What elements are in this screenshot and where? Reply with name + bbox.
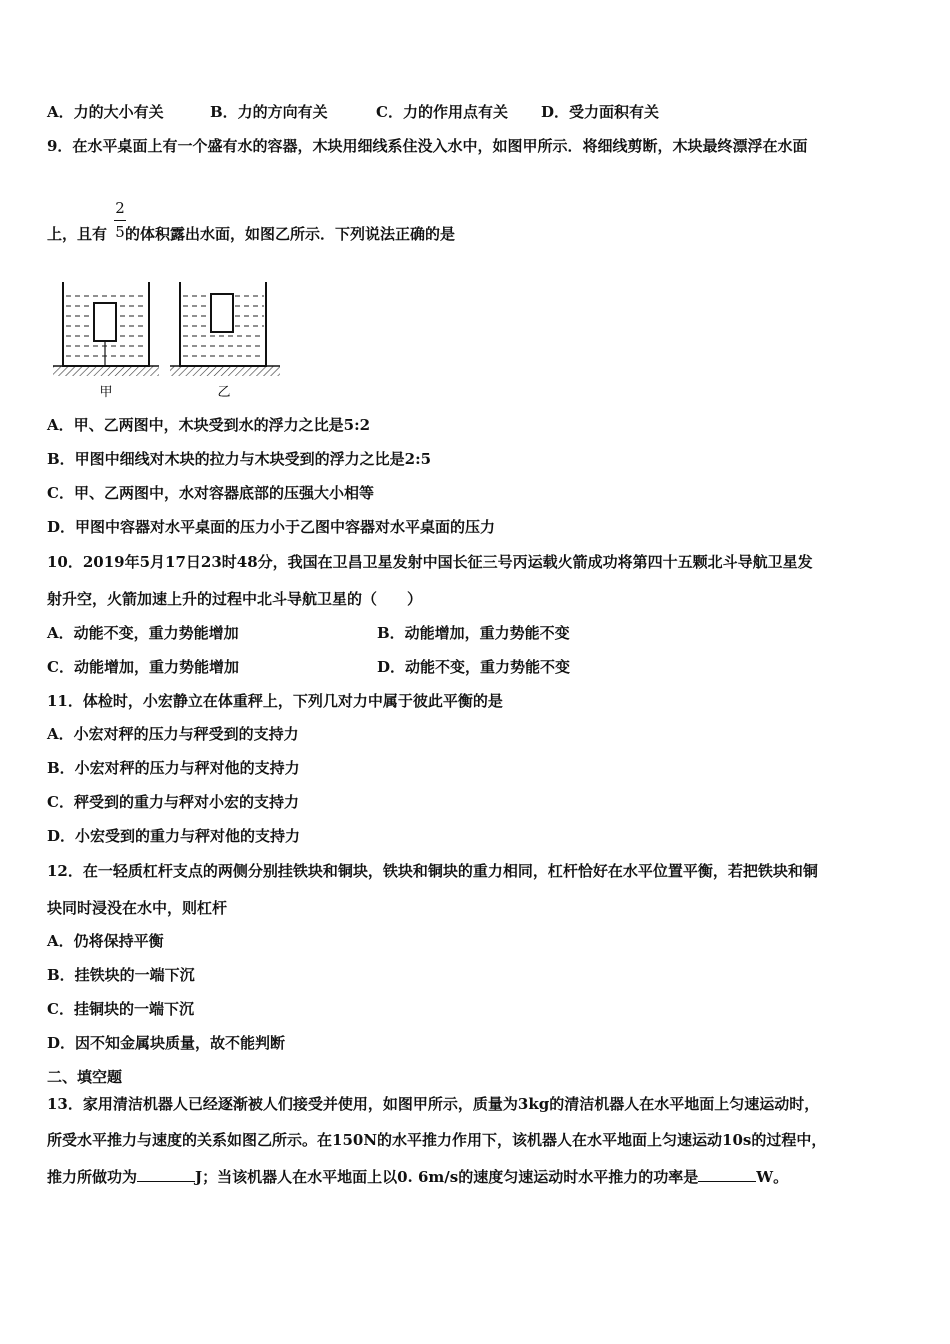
q11-option-c[interactable]: C．秤受到的重力与秤对小宏的支持力 <box>47 793 299 811</box>
q12-option-a[interactable]: A．仍将保持平衡 <box>47 932 164 950</box>
q9-figure <box>48 280 288 402</box>
q11-option-a[interactable]: A．小宏对秤的压力与秤受到的支持力 <box>47 725 299 743</box>
wood-block-submerged <box>94 303 116 341</box>
q10-option-a[interactable]: A．动能不变，重力势能增加 <box>47 624 239 642</box>
q9-stem-line2-pre: 上，且有 <box>47 225 108 243</box>
q13-stem-line3 <box>47 1168 788 1186</box>
q9-stem-line2-post: 的体积露出水面，如图乙所示．下列说法正确的是 <box>125 225 456 243</box>
fig-label-yi: 乙 <box>217 385 231 400</box>
q13-stem-line2: 所受水平推力与速度的关系如图乙所示。在150N的水平推力作用下，该机器人在水平地面上匀速运动10s的过程中， <box>47 1131 827 1149</box>
q10-stem-line1: 10．2019年5月17日23时48分，我国在卫昌卫星发射中国长征三号丙运载火箭成功将第四十五颗北斗导航卫星发 <box>47 553 813 571</box>
q13-stem-line1: 13．家用清洁机器人已经逐渐被人们接受并使用，如图甲所示，质量为3kg的清洁机器人在水平地面上匀速运动时， <box>47 1095 820 1113</box>
q12-stem-line1: 12．在一轻质杠杆支点的两侧分别挂铁块和铜块，铁块和铜块的重力相同，杠杆恰好在水平位置平衡，若把铁块和铜 <box>47 862 818 880</box>
q10-options-row2 <box>47 658 570 676</box>
q12-option-b[interactable]: B．挂铁块的一端下沉 <box>47 966 195 984</box>
q9-stem-line1: 9．在水平桌面上有一个盛有水的容器，木块用细线系住没入水中，如图甲所示．将细线剪断，木块最终漂浮在水面 <box>47 137 808 155</box>
q12-stem-line2: 块同时浸没在水中，则杠杆 <box>47 899 228 917</box>
wood-block-floating <box>211 294 233 332</box>
container-jia <box>53 282 159 376</box>
q9-stem-line2 <box>47 225 455 243</box>
q10-stem-line2: 射升空，火箭加速上升的过程中北斗导航卫星的（ ） <box>47 590 423 608</box>
q10-option-b[interactable]: B．动能增加，重力势能不变 <box>377 624 570 642</box>
q9-option-a[interactable]: A．甲、乙两图中，木块受到水的浮力之比是5:2 <box>47 416 371 434</box>
fraction-numerator: 2 <box>115 199 125 217</box>
q8-option-a[interactable]: A．力的大小有关 <box>47 103 164 121</box>
q13-line3-part-a: 推力所做功为 <box>47 1168 138 1186</box>
q8-option-c[interactable]: C．力的作用点有关 <box>376 103 508 121</box>
q12-option-d[interactable]: D．因不知金属块质量，故不能判断 <box>47 1034 286 1052</box>
fraction-denominator: 5 <box>115 223 125 241</box>
q11-option-b[interactable]: B．小宏对秤的压力与秤对他的支持力 <box>47 759 300 777</box>
q9-option-b[interactable]: B．甲图中细线对木块的拉力与木块受到的浮力之比是2:5 <box>47 450 432 468</box>
q13-line3-part-c: W。 <box>756 1168 789 1186</box>
section-title-fill-blank: 二、填空题 <box>47 1068 123 1086</box>
container-yi <box>170 282 280 376</box>
q8-option-d[interactable]: D．受力面积有关 <box>541 103 660 121</box>
q9-option-d[interactable]: D．甲图中容器对水平桌面的压力小于乙图中容器对水平桌面的压力 <box>47 518 496 536</box>
q8-option-b[interactable]: B．力的方向有关 <box>210 103 328 121</box>
q13-blank-power[interactable] <box>698 1169 756 1182</box>
q8-options <box>47 103 659 121</box>
q13-line3-part-b: J；当该机器人在水平地面上以0. 6m/s的速度匀速运动时水平推力的功率是 <box>195 1168 699 1186</box>
fig-label-jia: 甲 <box>99 385 113 400</box>
q12-option-c[interactable]: C．挂铜块的一端下沉 <box>47 1000 194 1018</box>
q11-option-d[interactable]: D．小宏受到的重力与秤对他的支持力 <box>47 827 301 845</box>
q11-stem: 11．体检时，小宏静立在体重秤上，下列几对力中属于彼此平衡的是 <box>47 692 503 710</box>
q10-options-row1 <box>47 624 570 642</box>
q10-option-c[interactable]: C．动能增加，重力势能增加 <box>47 658 239 676</box>
q10-option-d[interactable]: D．动能不变，重力势能不变 <box>377 658 571 676</box>
q13-blank-work[interactable] <box>137 1169 195 1182</box>
q9-option-c[interactable]: C．甲、乙两图中，水对容器底部的压强大小相等 <box>47 484 374 502</box>
fraction-bar <box>114 220 126 221</box>
